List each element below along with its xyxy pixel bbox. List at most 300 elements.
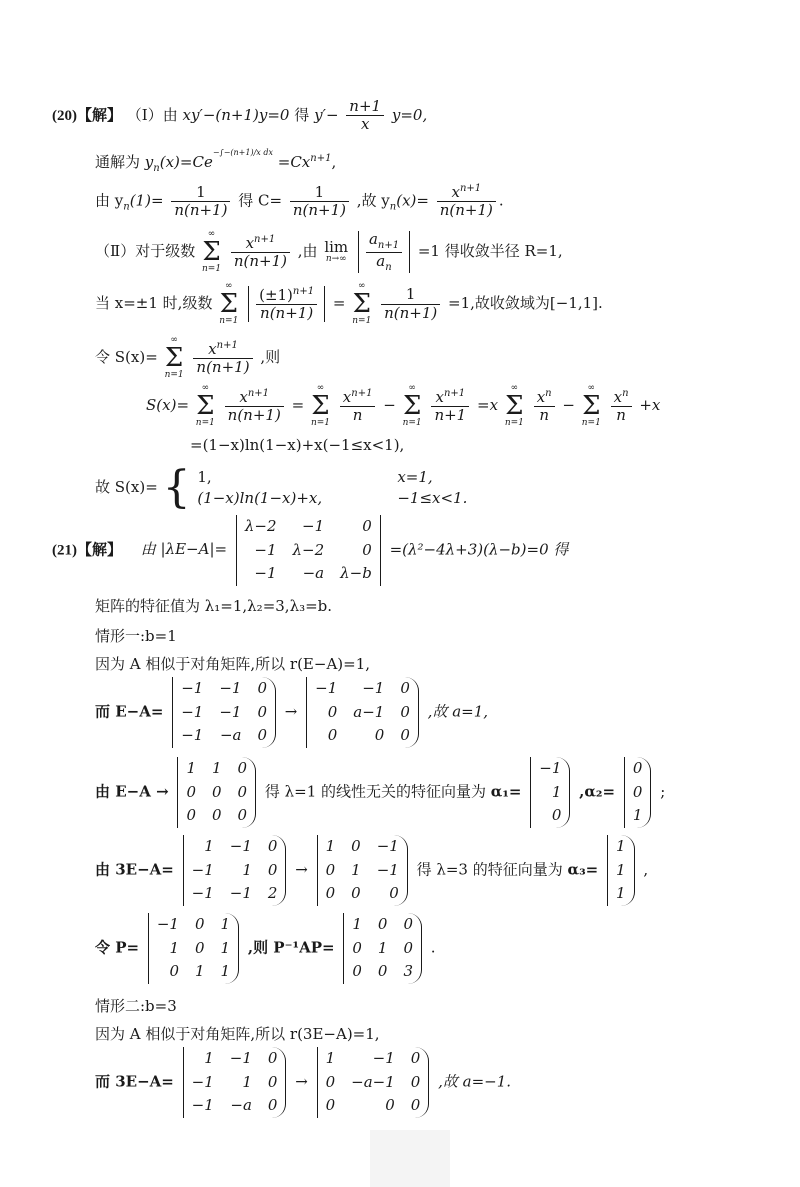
sum-top: ∞ <box>207 229 216 239</box>
matrix-cell: 2 <box>267 884 278 902</box>
matrix-cell: 0 <box>186 806 196 824</box>
sigma: Σ <box>582 391 601 421</box>
alpha2-label: ,α₂= <box>579 782 616 801</box>
matrix-row <box>344 960 421 984</box>
matrix-cell: 0 <box>400 726 410 744</box>
domain: =1,故收敛域为[−1,1]. <box>448 294 603 312</box>
matrix-cell: λ−b <box>340 564 372 582</box>
matrix-cell: −a <box>230 1096 252 1114</box>
matrix-cell: 0 <box>374 726 385 744</box>
matrix-cell: 1 <box>204 837 214 855</box>
x: x <box>451 183 460 201</box>
matrix-cell: 0 <box>385 1096 395 1114</box>
er-label: 而 E−A= <box>95 702 164 721</box>
let: 令 S(x)= <box>95 348 158 366</box>
matrix-row <box>184 1094 286 1118</box>
reason-2: 因为 A 相似于对角矩阵,所以 r(3E−A)=1, <box>95 1025 380 1043</box>
matrix-row <box>625 757 651 781</box>
matrix-cell: 0 <box>237 806 248 824</box>
matrix-reduced <box>306 677 419 748</box>
sub: n+1 <box>377 240 400 251</box>
sup: n <box>622 387 629 399</box>
case-2-title: 情形二:b=3 <box>95 997 177 1015</box>
matrix-row <box>531 757 569 781</box>
matrix-cell: 1 <box>616 884 626 902</box>
matrix-row <box>149 937 238 961</box>
p20-line-7 <box>146 384 660 428</box>
frac-den: n(n+1) <box>384 303 438 322</box>
matrix-cell: 0 <box>410 1072 421 1091</box>
alpha1-label: α₁= <box>490 782 522 801</box>
matrix-cell: 0 <box>377 915 388 933</box>
matrix-cell: 0 <box>267 837 278 855</box>
sum-sign <box>165 336 184 380</box>
init-c: 得 C= <box>238 191 283 210</box>
matrix-row <box>625 804 651 828</box>
matrix-cell: −1 <box>191 860 214 879</box>
matrix-cell: 0 <box>352 938 362 957</box>
matrix-cell: −1 <box>156 915 179 933</box>
sigma: Σ <box>219 289 238 319</box>
case-1-cond: x=1, <box>397 468 433 486</box>
series-frac <box>231 234 290 271</box>
sum-sign <box>352 282 371 326</box>
case-1-title: 情形一:b=1 <box>95 627 177 645</box>
sum-bottom: n=1 <box>201 264 222 274</box>
matrix-rref-3 <box>317 835 408 906</box>
matrix-cell: 1 <box>351 860 361 879</box>
abs-term <box>248 286 325 323</box>
matrix-cell: 3 <box>403 962 413 980</box>
last-label: 而 3E−A= <box>95 1072 174 1091</box>
matrix-row <box>184 1071 286 1095</box>
matrix-cell: 0 <box>377 962 388 980</box>
alpha2-vector <box>624 757 652 828</box>
domain-frac <box>381 286 440 322</box>
matrix-row <box>149 960 238 984</box>
p21-row-last <box>95 1047 511 1118</box>
p21-row-er <box>95 677 488 748</box>
sum-bottom: n=1 <box>581 418 601 428</box>
x: x <box>239 387 248 406</box>
frac-num: 1 <box>381 286 440 304</box>
matrix-row <box>173 677 275 701</box>
sum-sign <box>403 384 422 428</box>
period: . <box>498 191 504 210</box>
matrix-cell: 0 <box>551 806 562 824</box>
when: 当 x=±1 时,级数 <box>95 294 213 312</box>
frac-den: n(n+1) <box>260 304 314 322</box>
s-frac <box>193 340 252 377</box>
a-is-1: ,故 a=1, <box>427 702 489 721</box>
matrix-cell: −a <box>302 564 325 582</box>
you: 由 |λE−A|= <box>140 540 228 559</box>
matrix-cell: −1 <box>539 759 562 777</box>
matrix-cell: 0 <box>237 782 248 801</box>
frac-den: n <box>616 406 626 424</box>
t4 <box>534 388 555 425</box>
p20-line-1 <box>52 98 427 134</box>
matrix-row <box>608 859 634 883</box>
S: S(x)= <box>146 396 190 414</box>
matrix-cell: 0 <box>327 702 338 721</box>
arrow-icon: → <box>295 1072 308 1091</box>
matrix-row <box>184 1047 286 1071</box>
matrix-row <box>184 882 286 906</box>
sum-sign <box>219 282 238 326</box>
lim-sub: n→∞ <box>325 254 347 264</box>
det-matrix <box>236 515 381 586</box>
p20-line-6 <box>95 336 280 380</box>
matrix-row <box>318 1094 429 1118</box>
matrix-cell: λ−2 <box>292 540 325 559</box>
dot: . <box>430 938 436 957</box>
sigma: Σ <box>352 289 371 319</box>
limit <box>324 240 348 264</box>
gen-sub: n <box>153 163 160 174</box>
matrix-row <box>178 757 255 781</box>
matrix-row <box>344 937 421 961</box>
sum-bottom: n=1 <box>352 316 372 326</box>
matrix-row <box>149 913 238 937</box>
frac-den: n <box>539 406 549 424</box>
sum-bottom: n=1 <box>195 418 215 428</box>
matrix-cell: −1 <box>254 540 277 559</box>
page-shading <box>370 1130 450 1187</box>
x: x <box>536 387 546 406</box>
sum-top: ∞ <box>316 383 325 393</box>
sum-bottom: n=1 <box>310 418 331 428</box>
frac-den: n(n+1) <box>233 252 287 270</box>
p20-eq2a: y′− <box>314 105 339 124</box>
x: x <box>245 233 255 252</box>
sup: n+1 <box>292 285 315 297</box>
a: a <box>368 230 378 248</box>
p21-row-p <box>95 913 436 984</box>
matrix-cell: −a−1 <box>351 1072 395 1091</box>
sigma: Σ <box>164 343 184 373</box>
semi: ; <box>660 782 666 801</box>
matrix-e-minus-a <box>172 677 276 748</box>
matrix-cell: −1 <box>254 564 277 582</box>
matrix-cell: 0 <box>403 938 413 957</box>
init-d: ,故 y <box>356 191 390 210</box>
a-is-m1: ,故 a=−1. <box>438 1072 512 1091</box>
row2-label: 由 E−A → <box>95 782 169 801</box>
frac-num: n+1 <box>346 98 384 116</box>
matrix-row <box>173 724 275 748</box>
matrix-cell: 1 <box>352 915 362 933</box>
matrix-row <box>318 1047 429 1071</box>
p20-part1-head: （Ⅰ）由 <box>126 105 178 124</box>
matrix-rref-1 <box>177 757 256 828</box>
gen-exp2: n+1 <box>310 153 332 164</box>
brace-icon: { <box>162 462 191 513</box>
case-2-cond: −1≤x<1. <box>397 489 468 507</box>
matrix-cell: 0 <box>632 759 643 777</box>
sum-sign <box>202 230 221 274</box>
sigma: Σ <box>202 237 221 267</box>
matrix-row <box>307 701 418 725</box>
matrix-cell: 1 <box>204 1049 214 1067</box>
sum-top: ∞ <box>358 281 366 291</box>
sum-sign <box>582 384 601 428</box>
matrix-cell: 0 <box>169 962 179 980</box>
matrix-cell: −1 <box>181 702 204 721</box>
matrix-cell: 0 <box>257 726 268 744</box>
matrix-cell: 1 <box>325 837 336 855</box>
sigma: Σ <box>196 391 215 421</box>
matrix-row <box>178 781 255 805</box>
alpha3-label: α₃= <box>567 860 599 879</box>
init-frac-1 <box>171 184 230 220</box>
matrix-row <box>173 701 275 725</box>
t5 <box>611 388 632 425</box>
matrix-3e-minus-a-2 <box>183 1047 287 1118</box>
p20-line-4 <box>95 230 563 274</box>
x: x <box>208 339 217 358</box>
matrix-cell: −1 <box>191 1096 214 1114</box>
minus: − <box>562 396 575 414</box>
matrix-cell: 1 <box>169 938 179 957</box>
arrow-icon: → <box>284 702 298 721</box>
matrix-cell: 1 <box>220 915 231 933</box>
row3-label: 由 3E−A= <box>95 860 174 879</box>
frac-den: n(n+1) <box>292 200 346 219</box>
vec-txt: 得 λ=1 的线性无关的特征向量为 <box>264 782 487 801</box>
matrix-cell: 0 <box>267 1049 278 1067</box>
sum-top: ∞ <box>225 281 233 291</box>
matrix-cell: −1 <box>376 860 399 879</box>
radius: =1 得收敛半径 R=1, <box>417 242 563 260</box>
gen-c: =Cx <box>277 153 311 171</box>
sup: n+1 <box>216 339 238 351</box>
p21-line-1 <box>52 515 568 586</box>
comma-lim: ,由 <box>297 242 318 260</box>
p20-eq2-frac <box>346 98 384 134</box>
matrix-cell: −1 <box>191 1072 214 1091</box>
matrix-cell: 1 <box>325 1049 336 1067</box>
sigma: Σ <box>402 391 422 421</box>
reason-1: 因为 A 相似于对角矩阵,所以 r(E−A)=1, <box>95 655 371 673</box>
matrix-row <box>237 562 380 586</box>
matrix-row <box>608 882 634 906</box>
case-2-val: (1−x)ln(1−x)+x, <box>197 489 323 507</box>
p20-line-5 <box>95 282 603 326</box>
p20-de: 得 <box>294 105 310 124</box>
matrix-cell: 0 <box>325 1096 336 1114</box>
matrix-row <box>307 724 418 748</box>
matrix-cell: 0 <box>351 884 361 902</box>
matrix-cell: −1 <box>191 884 214 902</box>
matrix-cell: −1 <box>219 679 242 697</box>
case-row-1 <box>197 467 467 488</box>
sup: n+1 <box>459 183 482 194</box>
t3 <box>431 388 469 425</box>
t2 <box>340 388 376 425</box>
matrix-cell: 0 <box>410 1049 421 1067</box>
sum-top: ∞ <box>510 383 519 393</box>
eigenvalues: 矩阵的特征值为 λ₁=1,λ₂=3,λ₃=b. <box>95 597 333 615</box>
matrix-cell: 1 <box>616 860 626 879</box>
p20-line-3 <box>95 183 504 220</box>
frac-num: 1 <box>290 184 349 202</box>
sum-bottom: n=1 <box>504 418 524 428</box>
matrix-cell: 1 <box>242 1072 252 1091</box>
matrix-row <box>237 539 380 563</box>
matrix-cell: −1 <box>302 517 325 535</box>
matrix-row <box>184 859 286 883</box>
eq: = <box>291 396 305 414</box>
p20-line-2 <box>95 148 336 176</box>
x: x <box>435 387 444 406</box>
arrow-icon: → <box>295 860 308 879</box>
matrix-cell: −a <box>219 726 242 744</box>
sum-sign <box>311 384 330 428</box>
matrix-cell: −1 <box>219 702 242 721</box>
sum-sign <box>505 384 524 428</box>
init-a: 由 y <box>95 191 124 210</box>
init-sub-2: n <box>389 201 397 213</box>
matrix-p <box>148 913 239 984</box>
matrix-3e-minus-a <box>183 835 287 906</box>
frac-den: n <box>352 406 363 424</box>
ratio-frac <box>366 231 402 273</box>
matrix-cell: −1 <box>372 1049 395 1067</box>
gen-exp: −∫−(n+1)/x dx <box>212 148 273 157</box>
matrix-cell: 0 <box>267 1096 278 1114</box>
matrix-cell: 0 <box>194 938 205 957</box>
sum-top: ∞ <box>170 335 178 345</box>
p21-tag: (21)【解】 <box>52 542 122 559</box>
init-b: (1)= <box>129 191 164 210</box>
vec3-txt: 得 λ=3 的特征向量为 <box>416 860 563 879</box>
matrix-cell: −1 <box>376 837 399 855</box>
p20-line-8: =(1−x)ln(1−x)+x(−1≤x<1), <box>190 436 405 454</box>
matrix-cell: 0 <box>211 782 222 801</box>
sum-top: ∞ <box>408 383 416 393</box>
matrix-cell: 0 <box>400 679 410 697</box>
sub: n <box>385 261 392 273</box>
matrix-cell: 0 <box>400 702 410 721</box>
matrix-reduced-2 <box>317 1047 430 1118</box>
x: x <box>342 387 352 406</box>
matrix-cell: λ−2 <box>244 517 277 535</box>
matrix-cell: 1 <box>632 806 643 824</box>
frac-den: n(n+1) <box>174 200 228 219</box>
matrix-cell: 1 <box>242 860 252 879</box>
matrix-row <box>237 515 380 539</box>
init-frac-2 <box>290 184 349 220</box>
matrix-cell: 1 <box>220 938 231 957</box>
matrix-row <box>318 859 407 883</box>
frac-den: x <box>360 115 370 134</box>
det-rhs: =(λ²−4λ+3)(λ−b)=0 得 <box>389 540 569 559</box>
ratio-abs <box>358 231 410 273</box>
frac-den: n(n+1) <box>196 358 250 376</box>
then: ,则 <box>260 348 281 366</box>
gen-b: (x)=Ce <box>159 153 213 171</box>
matrix-row <box>608 835 634 859</box>
p20-tag: (20)【解】 <box>52 107 122 124</box>
hence: 故 S(x)= <box>95 478 158 496</box>
matrix-cell: 1 <box>211 759 222 777</box>
gen-d: , <box>331 153 337 171</box>
matrix-cell: 0 <box>186 782 196 801</box>
frac-den: n(n+1) <box>439 201 493 220</box>
matrix-cell: 0 <box>362 517 372 535</box>
matrix-cell: −1 <box>229 884 252 902</box>
matrix-cell: −1 <box>362 679 385 697</box>
matrix-cell: 0 <box>237 759 248 777</box>
comma: , <box>643 860 649 879</box>
matrix-row <box>318 835 407 859</box>
matrix-row <box>531 781 569 805</box>
matrix-cell: 0 <box>351 837 361 855</box>
sum-top: ∞ <box>201 383 210 393</box>
matrix-row <box>184 835 286 859</box>
eq: = <box>332 294 346 312</box>
t1 <box>225 388 284 425</box>
sum-bottom: n=1 <box>164 370 184 380</box>
matrix-cell: −1 <box>181 679 204 697</box>
matrix-cell: 0 <box>267 860 278 879</box>
alpha3-vector <box>607 835 635 906</box>
matrix-cell: 0 <box>410 1096 421 1114</box>
pm1: (±1) <box>259 285 293 304</box>
p-label: 令 P= <box>95 938 140 957</box>
alpha1-vector <box>530 757 570 828</box>
matrix-row <box>625 781 651 805</box>
matrix-cell: 0 <box>325 1072 336 1091</box>
matrix-cell: 1 <box>377 938 388 957</box>
lim: lim <box>324 238 349 256</box>
matrix-cell: 1 <box>186 759 196 777</box>
frac-den: n+1 <box>434 406 467 424</box>
matrix-cell: a−1 <box>353 702 385 721</box>
frac-num: 1 <box>171 184 230 202</box>
sup: n+1 <box>247 387 270 399</box>
init-frac-3 <box>437 183 496 220</box>
matrix-cell: 0 <box>194 915 205 933</box>
part2-head: （Ⅱ）对于级数 <box>95 242 196 260</box>
matrix-cell: 0 <box>325 884 336 902</box>
matrix-cell: −1 <box>315 679 338 697</box>
matrix-cell: 0 <box>267 1072 278 1091</box>
plusx: +x <box>639 396 661 414</box>
init-e: (x)= <box>396 191 429 210</box>
eqx: =x <box>477 396 499 414</box>
sup: n+1 <box>351 387 373 399</box>
sigma: Σ <box>505 391 524 421</box>
minus: − <box>383 396 396 414</box>
matrix-cell: 0 <box>389 884 399 902</box>
matrix-cell: 0 <box>362 540 372 559</box>
matrix-cell: 0 <box>257 702 268 721</box>
matrix-row <box>344 913 421 937</box>
sum-sign <box>196 384 215 428</box>
p21-row-eig1 <box>95 757 665 828</box>
x: x <box>613 387 623 406</box>
cases <box>197 467 467 509</box>
p20-line-9 <box>95 462 468 513</box>
matrix-cell: 1 <box>220 962 231 980</box>
matrix-row <box>178 804 255 828</box>
matrix-cell: −1 <box>181 726 204 744</box>
sup: n+1 <box>443 387 466 399</box>
sum-bottom: n=1 <box>402 418 422 428</box>
case-1-val: 1, <box>197 468 212 486</box>
